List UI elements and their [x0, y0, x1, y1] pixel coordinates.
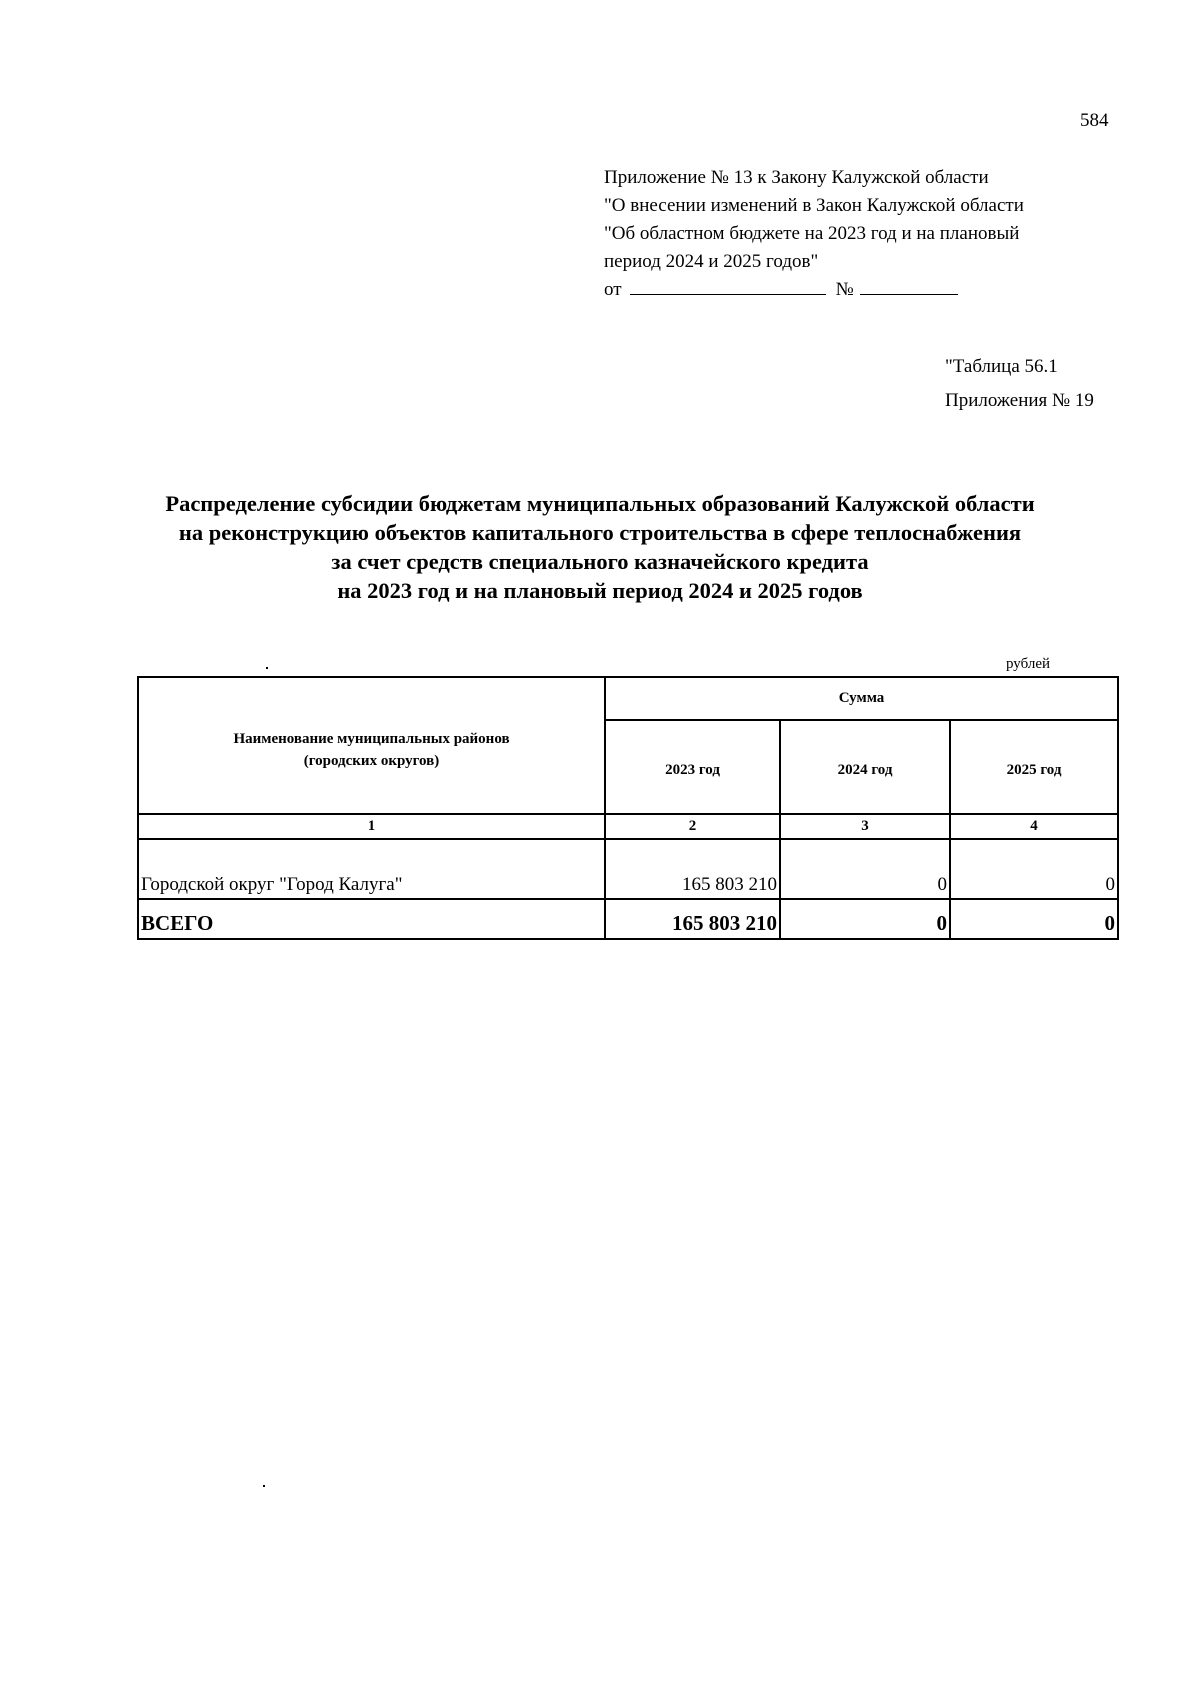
number-blank: [860, 276, 958, 295]
name-column-header: [138, 677, 605, 814]
scan-speck: [266, 667, 268, 669]
total-2024: 0: [780, 899, 950, 939]
table-row: [138, 839, 1118, 899]
appendix-line: период 2024 и 2025 годов": [604, 251, 819, 272]
sum-header: Сумма: [605, 677, 1118, 720]
title-line: на 2023 год и на плановый период 2024 и 2025 годов: [337, 578, 863, 603]
name-header-line: (городских округов): [303, 752, 440, 769]
number-label: №: [835, 279, 854, 300]
date-blank: [630, 276, 826, 295]
amount-2025: 0: [950, 839, 1118, 899]
header-row: [138, 677, 1118, 720]
year-header-2023: 2023 год: [605, 720, 780, 814]
appendix-number-reference: Приложения № 19: [945, 390, 1094, 411]
column-number: 2: [605, 814, 780, 839]
title-line: Распределение субсидии бюджетам муниципальных образований Калужской области: [165, 491, 1035, 516]
year-header-2025: 2025 год: [950, 720, 1118, 814]
total-row: [138, 899, 1118, 939]
total-label: ВСЕГО: [138, 899, 605, 939]
total-2023: 165 803 210: [605, 899, 780, 939]
appendix-reference: [604, 164, 1024, 304]
name-header-line: Наименование муниципальных районов: [233, 730, 510, 747]
appendix-line: "Об областном бюджете на 2023 год и на плановый: [604, 223, 1020, 244]
column-number-row: [138, 814, 1118, 839]
column-number: 1: [138, 814, 605, 839]
title-line: на реконструкцию объектов капитального строительства в сфере теплоснабжения: [178, 520, 1022, 545]
appendix-date-number-line: [604, 276, 1024, 304]
from-label: от: [604, 279, 622, 300]
municipality-name: Городской округ "Город Калуга": [138, 839, 605, 899]
page-number: 584: [1080, 110, 1109, 131]
column-number: 3: [780, 814, 950, 839]
year-header-2024: 2024 год: [780, 720, 950, 814]
scan-speck: [263, 1485, 265, 1487]
document-title: [0, 489, 1200, 605]
column-number: 4: [950, 814, 1118, 839]
amount-2023: 165 803 210: [605, 839, 780, 899]
appendix-line: Приложение № 13 к Закону Калужской области: [604, 167, 989, 188]
appendix-line: "О внесении изменений в Закон Калужской области: [604, 195, 1024, 216]
units-label: рублей: [1006, 656, 1051, 672]
amount-2024: 0: [780, 839, 950, 899]
total-2025: 0: [950, 899, 1118, 939]
table-reference: "Таблица 56.1: [945, 356, 1058, 377]
title-line: за счет средств специального казначейского кредита: [331, 549, 869, 574]
subsidy-table: [137, 676, 1119, 940]
